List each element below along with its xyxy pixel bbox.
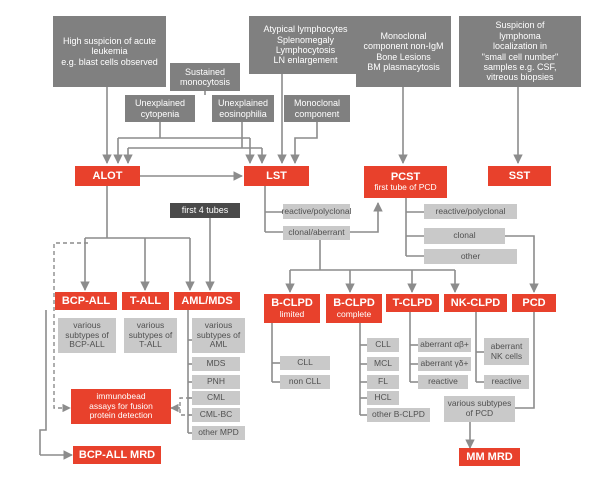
text-line: e.g. blast cells observed [61,56,158,67]
text-line: assays for fusion [89,400,153,411]
text-line: cytopenia [140,108,180,119]
hcl-box [367,391,399,405]
text-line: eosinophilia [219,108,267,119]
lymphoma-localization-box [459,16,581,87]
tube-sublabel: first tube of PCD [374,182,437,193]
result-label: reactive/polyclonal [435,205,506,216]
subtype-label: MDS [206,358,226,369]
mds-box [192,357,240,371]
bcp-all-mrd-box [73,446,161,464]
subtype-label: aberrant αβ+ [420,339,469,350]
text-line: Suspicion of [495,20,545,31]
text-line: subtypes of [196,329,241,340]
pcst-reactive-box [424,204,517,219]
pcst-other-box [424,249,517,264]
text-line: samples e.g. CSF, [483,61,557,72]
text-line: "small cell number" [481,51,559,62]
text-line: AML [209,339,228,350]
first-4-tubes-label: first 4 tubes [181,205,229,216]
text-line: Sustained [184,66,226,77]
lst-clonal-box [283,226,350,240]
bcp-all-panel [55,292,117,310]
text-line: various [73,319,101,330]
mcl-box [367,357,399,371]
panel-label: T-CLPD [392,296,433,309]
tube-label: LST [266,169,287,182]
subtype-label: aberrant γδ+ [420,358,469,369]
panel-label: T-ALL [129,294,162,307]
result-label: other [460,250,481,261]
cml-bc-box [192,408,240,422]
tube-label: PCST [390,170,421,183]
aberrant-ab-box [418,338,471,352]
sst-tube [488,166,551,186]
pcd-panel [512,294,556,312]
aml-subtypes [192,318,245,353]
lst-tube [244,166,309,186]
text-line: Unexplained [134,98,186,109]
subtype-label: reactive [491,376,522,387]
mrd-label: MM MRD [466,450,513,463]
first-4-tubes-box [170,203,240,218]
text-line: T-ALL [139,339,162,350]
text-line: subtypes of [128,329,173,340]
text-line: High suspicion of acute [62,35,157,46]
text-line: LN enlargement [273,55,338,66]
pcst-tube [364,166,447,198]
text-line: various subtypes [447,398,512,409]
text-line: Splenomegaly [276,34,335,45]
aberrant-gd-box [418,357,471,371]
immunobead-assays-box [71,389,171,424]
text-line: localization in [492,41,548,52]
panel-label: B-CLPD [271,297,313,310]
text-line: vitreous biopsies [486,72,554,83]
panel-label: B-CLPD [333,297,375,310]
subtype-label: non CLL [288,376,322,387]
text-line: various [136,319,165,330]
text-line: protein detection [89,410,153,421]
text-line: Monoclonal [380,30,427,41]
text-line: of PCD [465,408,494,418]
non-cll-box [280,375,330,389]
panel-sublabel: limited [279,308,305,319]
fl-box [367,375,399,389]
monoclonal-non-igm-box [356,16,451,87]
t-all-panel [122,292,169,310]
pnh-box [192,375,240,389]
bclpd-complete-panel [326,294,382,323]
unexplained-cytopenia-box [125,95,195,122]
subtype-label: CLL [297,357,313,368]
unexplained-eosinophilia-box [212,95,274,122]
text-line: immunobead [96,390,146,401]
text-line: component non-IgM [363,41,444,52]
bclpd-limited-panel [264,294,320,323]
aberrant-nk-box [484,338,529,365]
subtype-label: CML-BC [199,409,233,420]
text-line: monocytosis [179,77,231,87]
lst-reactive-box [283,204,350,219]
nkclpd-panel [444,294,507,312]
acute-leukemia-box [53,16,166,87]
t-all-subtypes [124,318,177,353]
text-line: NK cells [490,350,523,361]
atypical-lymphocytes-box [249,16,362,74]
cml-box [192,391,240,405]
subtype-label: PNH [207,376,225,387]
monoclonal-component-box [284,95,350,122]
mrd-label: BCP-ALL MRD [78,448,156,461]
panel-sublabel: complete [336,308,372,319]
reactive-t-box [418,375,468,389]
bcp-all-subtypes [58,318,116,353]
panel-label: AML/MDS [181,294,233,307]
cll-complete-box [367,338,399,352]
panel-label: BCP-ALL [61,294,111,307]
subtype-label: other B-CLPD [372,409,425,420]
text-line: Lymphocytosis [275,45,336,55]
subtype-label: HCL [374,392,392,403]
other-bclpd-box [367,408,430,422]
tclpd-panel [386,294,439,312]
pcst-clonal-box [424,228,505,244]
panel-label: PCD [522,296,546,309]
subtype-label: CML [207,392,225,403]
text-line: BCP-ALL [69,339,105,350]
tube-label: SST [508,169,531,182]
result-label: clonal/aberrant [288,227,345,238]
text-line: BM plasmacytosis [367,61,440,72]
other-mpd-box [192,426,245,440]
text-line: Atypical lymphocytes [263,24,348,35]
sustained-monocytosis-box [170,63,240,91]
subtype-label: MCL [374,358,392,369]
reactive-nk-box [484,375,529,389]
aml-mds-panel [174,292,240,310]
text-line: lymphoma [499,30,541,41]
text-line: leukemia [91,46,128,57]
text-line: Monoclonal [293,98,341,109]
subtype-label: FL [378,376,388,387]
text-line: aberrant [490,340,523,351]
text-line: component [294,108,340,119]
pcd-subtypes [444,396,515,422]
text-line: Bone Lesions [376,51,431,62]
subtype-label: CLL [375,339,391,350]
cll-limited-box [280,356,330,370]
result-label: reactive/polyclonal [281,205,352,216]
tube-label: ALOT [92,169,123,182]
text-line: Unexplained [217,98,269,109]
text-line: various [204,319,233,330]
text-line: subtypes of [65,329,109,340]
alot-tube [75,166,140,186]
mm-mrd-box [459,448,520,466]
result-label: clonal [453,230,476,241]
panel-label: NK-CLPD [450,296,501,309]
subtype-label: reactive [428,376,458,387]
subtype-label: other MPD [198,427,239,438]
